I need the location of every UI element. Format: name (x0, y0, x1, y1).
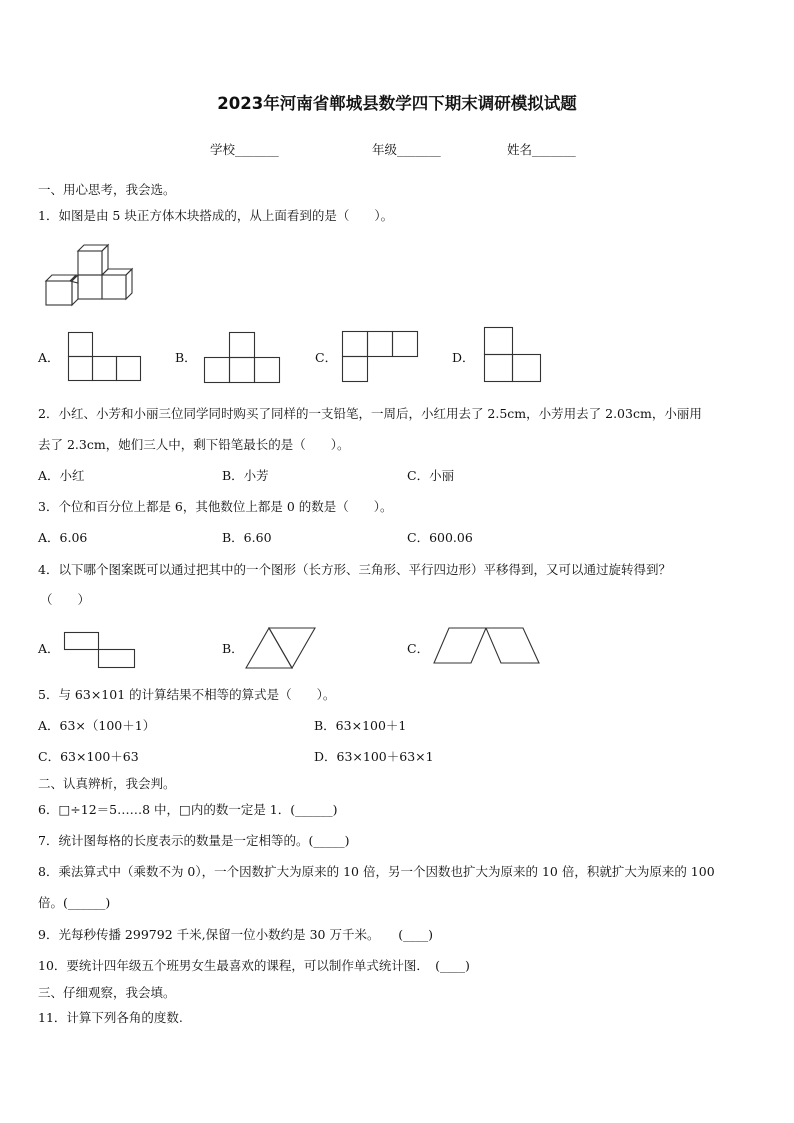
q2-option-c: C．小丽 (407, 468, 455, 483)
page-title: 2023年河南省郸城县数学四下期末调研模拟试题 (217, 94, 577, 113)
q1-option-d-figure (484, 327, 542, 383)
q9: 9．光每秒传播 299792 千米,保留一位小数约是 30 万千米。 (____) (38, 927, 433, 942)
q6: 6．□÷12＝5……8 中，□内的数一定是 1．(______) (38, 802, 338, 817)
q1-stem: 1．如图是由 5 块正方体木块搭成的，从上面看到的是（ ）。 (38, 208, 394, 223)
q11: 11．计算下列各角的度数. (38, 1010, 183, 1025)
school-field: 学校_______ (210, 142, 279, 157)
q1-option-b-figure (204, 332, 280, 384)
q5-stem: 5．与 63×101 的计算结果不相等的算式是（ ）。 (38, 687, 336, 702)
q1-option-c-figure (342, 331, 418, 383)
q2-option-b: B．小芳 (222, 468, 269, 483)
q2-option-a: A．小红 (38, 468, 85, 483)
q5-option-d: D．63×100＋63×1 (314, 749, 434, 764)
section1-heading: 一、用心思考，我会选。 (38, 182, 176, 197)
q4-option-a-figure (64, 632, 136, 670)
cubes-3d-figure (44, 242, 139, 308)
q4-option-c-label: C． (407, 641, 430, 656)
q4-option-c-figure (433, 627, 541, 665)
q1-option-a-figure (68, 332, 142, 382)
q5-option-a: A．63×（100＋1） (38, 718, 156, 733)
q2-stem-line1: 2．小红、小芳和小丽三位同学同时购买了同样的一支铅笔，一周后，小红用去了 2.5cm，小芳用去了 2.03cm，小丽用 (38, 406, 702, 421)
q2-stem-line2: 去了 2.3cm，她们三人中，剩下铅笔最长的是（ ）。 (38, 437, 350, 452)
q4-stem-line2: （ ） (40, 592, 91, 607)
q10: 10．要统计四年级五个班男女生最喜欢的课程，可以制作单式统计图． (____) (38, 958, 470, 973)
q1-option-c-label: C． (315, 350, 338, 365)
q4-option-b-figure (245, 627, 317, 669)
q4-option-b-label: B． (222, 641, 244, 656)
q5-option-c: C．63×100＋63 (38, 749, 139, 764)
q3-option-b: B．6.60 (222, 530, 272, 545)
q8-line2: 倍。(______) (38, 895, 111, 910)
grade-field: 年级_______ (372, 142, 441, 157)
section3-heading: 三、仔细观察，我会填。 (38, 985, 176, 1000)
q1-option-b-label: B． (175, 350, 197, 365)
section2-heading: 二、认真辨析，我会判。 (38, 776, 176, 791)
name-field: 姓名_______ (507, 142, 576, 157)
q4-option-a-label: A． (38, 641, 60, 656)
q1-option-a-label: A． (38, 350, 60, 365)
q7: 7．统计图每格的长度表示的数量是一定相等的。(_____) (38, 833, 350, 848)
q3-option-c: C．600.06 (407, 530, 473, 545)
q5-option-b: B．63×100＋1 (314, 718, 407, 733)
q8-line1: 8．乘法算式中（乘数不为 0），一个因数扩大为原来的 10 倍，另一个因数也扩大为原来的 10 倍，积就扩大为原来的 100 (38, 864, 715, 879)
q1-option-d-label: D． (452, 350, 475, 365)
q4-stem-line1: 4．以下哪个图案既可以通过把其中的一个图形（长方形、三角形、平行四边形）平移得到，又可以通过旋转得到？ (38, 562, 671, 577)
q3-stem: 3．个位和百分位上都是 6，其他数位上都是 0 的数是（ ）。 (38, 499, 393, 514)
q3-option-a: A．6.06 (38, 530, 88, 545)
